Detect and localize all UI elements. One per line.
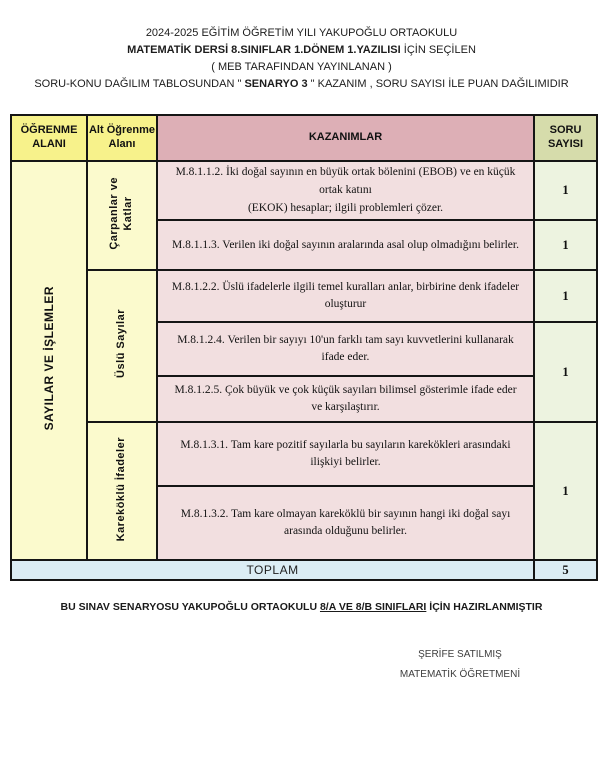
subarea-exponents-cell	[87, 270, 157, 422]
subarea-square-roots-cell	[87, 422, 157, 560]
exam-scenario-note: BU SINAV SENARYOSU YAKUPOĞLU ORTAOKULU 8/A VE 8/B SINIFLARI İÇİN HAZIRLANMIŞTIR	[60, 601, 543, 614]
kazanim-m8125: M.8.1.2.5. Çok büyük ve çok küçük sayıları bilimsel gösterimle ifade eder ve karşılaştırır.	[157, 376, 534, 422]
kazanim-m8113: M.8.1.1.3. Verilen iki doğal sayının aralarında asal olup olmadığını belirler.	[157, 220, 534, 270]
subarea-exponents-label: Üslü Sayılar	[115, 309, 128, 379]
teacher-name: ŞERİFE SATILMIŞ	[418, 649, 502, 661]
learning-area-label: SAYILAR VE İŞLEMLER	[41, 286, 56, 431]
kazanim-m8122: M.8.1.2.2. Üslü ifadelerle ilgili temel kuralları anlar, birbirine denk ifadeler oluşturur	[157, 270, 534, 322]
table-row	[11, 161, 597, 220]
header-sub-learning-area: Alt Öğrenme Alanı	[87, 115, 157, 161]
total-label: TOPLAM	[11, 560, 534, 580]
header-learning-area: ÖĞRENME ALANI	[11, 115, 87, 161]
header-outcomes: KAZANIMLAR	[157, 115, 534, 161]
subarea-square-roots-label: Kareköklü İfadeler	[115, 436, 128, 542]
kazanim-m8124: M.8.1.2.4. Verilen bir sayıyı 10'un farklı tam sayı kuvvetlerini kullanarak ifade eder.	[157, 322, 534, 376]
question-distribution-table	[10, 114, 598, 581]
subarea-factors-multiples-cell	[87, 161, 157, 270]
count-m8112: 1	[534, 161, 597, 220]
learning-area-cell	[11, 161, 87, 560]
table-header-row	[11, 115, 597, 161]
title-line-2: MATEMATİK DERSİ 8.SINIFLAR 1.DÖNEM 1.YAZILISI İÇİN SEÇİLEN	[127, 44, 476, 56]
table-row	[11, 270, 597, 322]
teacher-title: MATEMATİK ÖĞRETMENİ	[399, 669, 521, 681]
title-line-1: 2024-2025 EĞİTİM ÖĞRETİM YILI YAKUPOĞLU ORTAOKULU	[145, 27, 458, 39]
title-line-3: ( MEB TARAFINDAN YAYINLANAN )	[211, 61, 392, 73]
count-m8113: 1	[534, 220, 597, 270]
title-line-4: SORU-KONU DAĞILIM TABLOSUNDAN " SENARYO 3 " KAZANIM , SORU SAYISI İLE PUAN DAĞILIMIDIR	[34, 78, 569, 90]
header-question-count: SORU SAYISI	[534, 115, 597, 161]
table-row	[11, 422, 597, 486]
kazanim-m8132: M.8.1.3.2. Tam kare olmayan kareköklü bir sayının hangi iki doğal sayı arasında olduğunu belirler.	[157, 486, 534, 560]
total-row	[11, 560, 597, 580]
count-m8124-m8125: 1	[534, 322, 597, 422]
signature-block	[345, 645, 575, 685]
document-title	[0, 0, 603, 93]
kazanim-m8112: M.8.1.1.2. İki doğal sayının en büyük ortak bölenini (EBOB) ve en küçük ortak katını (EKOK) hesaplar; ilgili problemleri çözer.	[157, 161, 534, 220]
kazanim-m8131: M.8.1.3.1. Tam kare pozitif sayılarla bu sayıların karekökleri arasındaki ilişkiyi belirler.	[157, 422, 534, 486]
total-value: 5	[534, 560, 597, 580]
count-m8122: 1	[534, 270, 597, 322]
count-m8131-m8132: 1	[534, 422, 597, 560]
subarea-factors-multiples-label: Çarpanlar ve Katlar	[108, 176, 134, 250]
